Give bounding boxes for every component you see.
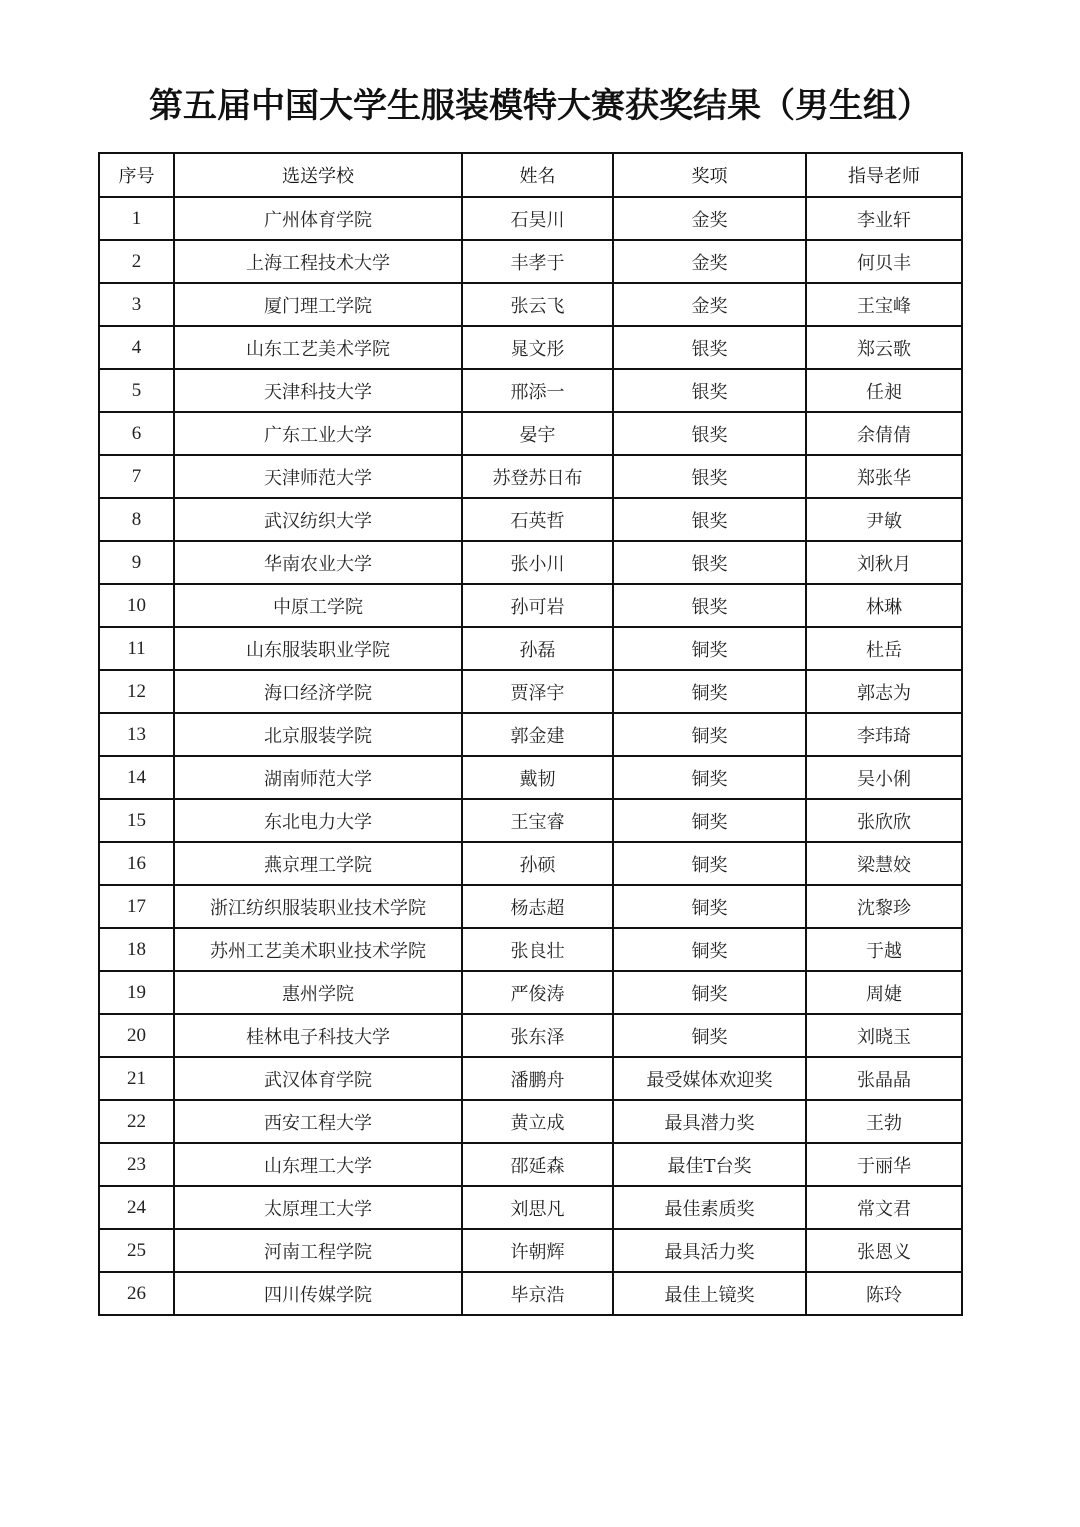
table-row xyxy=(99,670,962,713)
cell-index: 17 xyxy=(99,885,174,928)
table-row xyxy=(99,756,962,799)
cell-teacher: 张恩义 xyxy=(806,1229,962,1272)
cell-index: 5 xyxy=(99,369,174,412)
table-row xyxy=(99,240,962,283)
cell-school: 天津师范大学 xyxy=(174,455,462,498)
cell-name: 张良壮 xyxy=(462,928,613,971)
cell-name: 石英哲 xyxy=(462,498,613,541)
cell-name: 张云飞 xyxy=(462,283,613,326)
cell-teacher: 刘秋月 xyxy=(806,541,962,584)
cell-index: 10 xyxy=(99,584,174,627)
cell-index: 11 xyxy=(99,627,174,670)
cell-teacher: 李玮琦 xyxy=(806,713,962,756)
cell-teacher: 梁慧姣 xyxy=(806,842,962,885)
cell-index: 12 xyxy=(99,670,174,713)
cell-award: 最具活力奖 xyxy=(613,1229,806,1272)
table-header xyxy=(99,153,962,197)
table-row xyxy=(99,1186,962,1229)
cell-school: 广东工业大学 xyxy=(174,412,462,455)
cell-school: 厦门理工学院 xyxy=(174,283,462,326)
cell-school: 西安工程大学 xyxy=(174,1100,462,1143)
cell-name: 郭金建 xyxy=(462,713,613,756)
cell-index: 18 xyxy=(99,928,174,971)
cell-school: 广州体育学院 xyxy=(174,197,462,240)
cell-name: 石昊川 xyxy=(462,197,613,240)
cell-teacher: 周婕 xyxy=(806,971,962,1014)
cell-school: 北京服装学院 xyxy=(174,713,462,756)
cell-award: 金奖 xyxy=(613,240,806,283)
cell-index: 26 xyxy=(99,1272,174,1315)
cell-name: 孙可岩 xyxy=(462,584,613,627)
cell-award: 铜奖 xyxy=(613,627,806,670)
cell-name: 刘思凡 xyxy=(462,1186,613,1229)
cell-award: 银奖 xyxy=(613,498,806,541)
cell-teacher: 任昶 xyxy=(806,369,962,412)
table-row xyxy=(99,584,962,627)
header-row xyxy=(99,153,962,197)
cell-index: 9 xyxy=(99,541,174,584)
cell-index: 8 xyxy=(99,498,174,541)
cell-name: 晏宇 xyxy=(462,412,613,455)
cell-name: 毕京浩 xyxy=(462,1272,613,1315)
header-award: 奖项 xyxy=(613,153,806,197)
table-row xyxy=(99,885,962,928)
cell-award: 银奖 xyxy=(613,369,806,412)
cell-award: 铜奖 xyxy=(613,885,806,928)
cell-name: 黄立成 xyxy=(462,1100,613,1143)
cell-school: 苏州工艺美术职业技术学院 xyxy=(174,928,462,971)
cell-school: 山东理工大学 xyxy=(174,1143,462,1186)
cell-name: 王宝睿 xyxy=(462,799,613,842)
table-row xyxy=(99,1272,962,1315)
cell-school: 浙江纺织服装职业技术学院 xyxy=(174,885,462,928)
table-row xyxy=(99,455,962,498)
header-name: 姓名 xyxy=(462,153,613,197)
header-school: 选送学校 xyxy=(174,153,462,197)
table-row xyxy=(99,713,962,756)
table-row xyxy=(99,326,962,369)
cell-name: 严俊涛 xyxy=(462,971,613,1014)
cell-school: 湖南师范大学 xyxy=(174,756,462,799)
cell-index: 14 xyxy=(99,756,174,799)
cell-name: 邵延森 xyxy=(462,1143,613,1186)
cell-name: 丰孝于 xyxy=(462,240,613,283)
cell-index: 4 xyxy=(99,326,174,369)
cell-award: 铜奖 xyxy=(613,842,806,885)
cell-teacher: 王宝峰 xyxy=(806,283,962,326)
cell-school: 武汉纺织大学 xyxy=(174,498,462,541)
cell-index: 13 xyxy=(99,713,174,756)
table-row xyxy=(99,928,962,971)
cell-index: 6 xyxy=(99,412,174,455)
table-row xyxy=(99,541,962,584)
cell-index: 2 xyxy=(99,240,174,283)
cell-award: 银奖 xyxy=(613,326,806,369)
cell-teacher: 于丽华 xyxy=(806,1143,962,1186)
cell-school: 天津科技大学 xyxy=(174,369,462,412)
cell-teacher: 于越 xyxy=(806,928,962,971)
cell-teacher: 刘晓玉 xyxy=(806,1014,962,1057)
cell-index: 16 xyxy=(99,842,174,885)
cell-award: 金奖 xyxy=(613,197,806,240)
table-row xyxy=(99,971,962,1014)
cell-award: 最佳素质奖 xyxy=(613,1186,806,1229)
cell-index: 21 xyxy=(99,1057,174,1100)
cell-name: 孙硕 xyxy=(462,842,613,885)
cell-award: 银奖 xyxy=(613,455,806,498)
cell-award: 最佳T台奖 xyxy=(613,1143,806,1186)
cell-teacher: 林琳 xyxy=(806,584,962,627)
cell-award: 银奖 xyxy=(613,541,806,584)
cell-award: 最受媒体欢迎奖 xyxy=(613,1057,806,1100)
cell-school: 中原工学院 xyxy=(174,584,462,627)
table-row xyxy=(99,627,962,670)
results-table xyxy=(98,152,963,1316)
table-row xyxy=(99,1143,962,1186)
cell-teacher: 郭志为 xyxy=(806,670,962,713)
cell-award: 银奖 xyxy=(613,584,806,627)
cell-name: 张小川 xyxy=(462,541,613,584)
cell-teacher: 郑张华 xyxy=(806,455,962,498)
table-row xyxy=(99,1229,962,1272)
cell-school: 武汉体育学院 xyxy=(174,1057,462,1100)
table-row xyxy=(99,498,962,541)
cell-name: 苏登苏日布 xyxy=(462,455,613,498)
cell-name: 晁文彤 xyxy=(462,326,613,369)
cell-index: 19 xyxy=(99,971,174,1014)
cell-teacher: 尹敏 xyxy=(806,498,962,541)
cell-teacher: 张晶晶 xyxy=(806,1057,962,1100)
cell-teacher: 张欣欣 xyxy=(806,799,962,842)
cell-school: 惠州学院 xyxy=(174,971,462,1014)
cell-award: 银奖 xyxy=(613,412,806,455)
cell-teacher: 郑云歌 xyxy=(806,326,962,369)
cell-teacher: 常文君 xyxy=(806,1186,962,1229)
cell-teacher: 杜岳 xyxy=(806,627,962,670)
cell-award: 铜奖 xyxy=(613,756,806,799)
table-row xyxy=(99,1100,962,1143)
cell-name: 孙磊 xyxy=(462,627,613,670)
cell-school: 华南农业大学 xyxy=(174,541,462,584)
cell-award: 铜奖 xyxy=(613,928,806,971)
table-row xyxy=(99,842,962,885)
cell-teacher: 何贝丰 xyxy=(806,240,962,283)
cell-name: 贾泽宇 xyxy=(462,670,613,713)
cell-teacher: 沈黎珍 xyxy=(806,885,962,928)
cell-teacher: 陈玲 xyxy=(806,1272,962,1315)
cell-index: 25 xyxy=(99,1229,174,1272)
header-index: 序号 xyxy=(99,153,174,197)
table-row xyxy=(99,283,962,326)
table-row xyxy=(99,197,962,240)
cell-school: 山东服装职业学院 xyxy=(174,627,462,670)
cell-school: 四川传媒学院 xyxy=(174,1272,462,1315)
cell-school: 海口经济学院 xyxy=(174,670,462,713)
cell-index: 22 xyxy=(99,1100,174,1143)
cell-school: 上海工程技术大学 xyxy=(174,240,462,283)
cell-award: 铜奖 xyxy=(613,713,806,756)
cell-award: 最佳上镜奖 xyxy=(613,1272,806,1315)
cell-school: 桂林电子科技大学 xyxy=(174,1014,462,1057)
cell-name: 邢添一 xyxy=(462,369,613,412)
page-title: 第五届中国大学生服装模特大赛获奖结果（男生组） xyxy=(149,86,931,126)
cell-award: 铜奖 xyxy=(613,1014,806,1057)
table-row xyxy=(99,412,962,455)
table-row xyxy=(99,369,962,412)
cell-index: 23 xyxy=(99,1143,174,1186)
cell-index: 7 xyxy=(99,455,174,498)
cell-index: 20 xyxy=(99,1014,174,1057)
cell-school: 东北电力大学 xyxy=(174,799,462,842)
header-teacher: 指导老师 xyxy=(806,153,962,197)
cell-index: 15 xyxy=(99,799,174,842)
table-body xyxy=(99,197,962,1315)
cell-name: 潘鹏舟 xyxy=(462,1057,613,1100)
table-row xyxy=(99,1057,962,1100)
cell-award: 铜奖 xyxy=(613,670,806,713)
cell-teacher: 吴小俐 xyxy=(806,756,962,799)
cell-name: 许朝辉 xyxy=(462,1229,613,1272)
cell-name: 戴韧 xyxy=(462,756,613,799)
cell-school: 河南工程学院 xyxy=(174,1229,462,1272)
cell-index: 24 xyxy=(99,1186,174,1229)
cell-index: 3 xyxy=(99,283,174,326)
table-row xyxy=(99,1014,962,1057)
cell-name: 杨志超 xyxy=(462,885,613,928)
table-row xyxy=(99,799,962,842)
cell-award: 铜奖 xyxy=(613,799,806,842)
cell-teacher: 王勃 xyxy=(806,1100,962,1143)
cell-teacher: 余倩倩 xyxy=(806,412,962,455)
cell-school: 燕京理工学院 xyxy=(174,842,462,885)
cell-award: 最具潜力奖 xyxy=(613,1100,806,1143)
cell-award: 金奖 xyxy=(613,283,806,326)
cell-teacher: 李业轩 xyxy=(806,197,962,240)
cell-school: 太原理工大学 xyxy=(174,1186,462,1229)
cell-school: 山东工艺美术学院 xyxy=(174,326,462,369)
cell-award: 铜奖 xyxy=(613,971,806,1014)
cell-index: 1 xyxy=(99,197,174,240)
cell-name: 张东泽 xyxy=(462,1014,613,1057)
